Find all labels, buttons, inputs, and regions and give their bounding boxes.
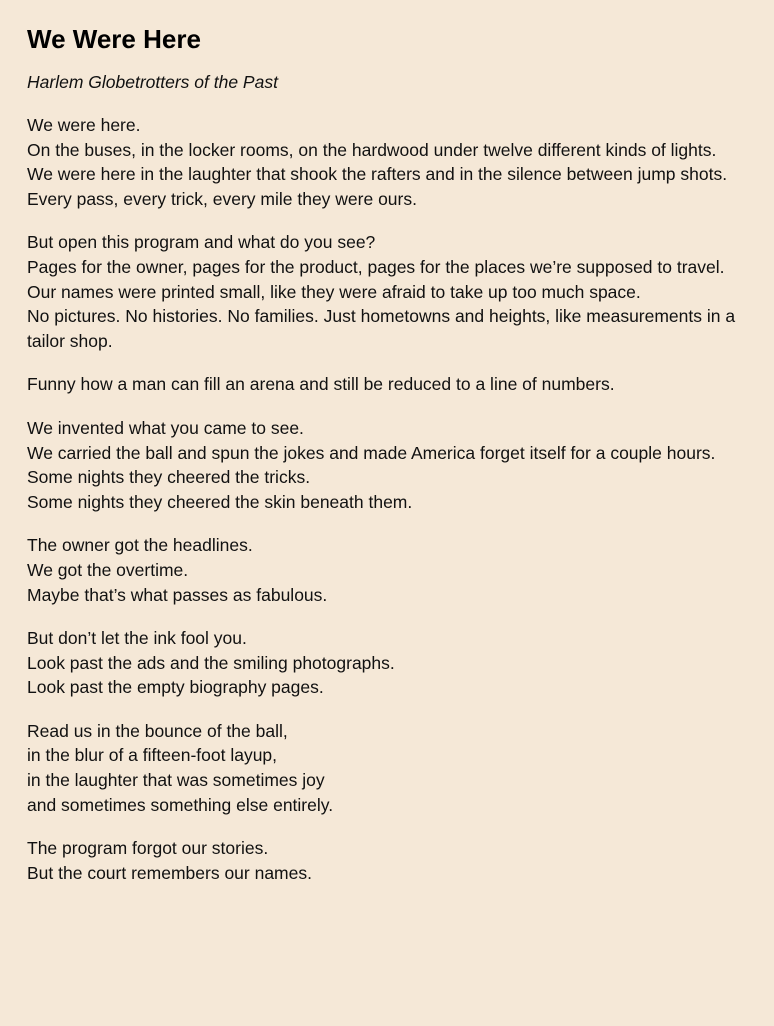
stanza xyxy=(27,533,747,607)
poem-line: Some nights they cheered the skin beneath them. xyxy=(27,491,413,512)
poem-line: We got the overtime. xyxy=(27,559,189,580)
stanza xyxy=(27,113,747,211)
poem-line: Funny how a man can fill an arena and still be reduced to a line of numbers. xyxy=(27,374,615,395)
poem-line: But don’t let the ink fool you. xyxy=(27,628,247,649)
poem-line: We invented what you came to see. xyxy=(27,417,304,438)
stanza xyxy=(27,416,747,514)
poem-line: in the blur of a fifteen-foot layup, xyxy=(27,745,278,766)
poem-line: We were here. xyxy=(27,115,141,135)
poem-title: We Were Here xyxy=(27,24,201,54)
poem-line: Our names were printed small, like they were afraid to take up too much space. xyxy=(27,281,641,302)
poem-line: The program forgot our stories. xyxy=(27,838,269,859)
poem-line: The owner got the headlines. xyxy=(27,535,253,556)
poem-body xyxy=(27,113,747,885)
poem-line: Look past the empty biography pages. xyxy=(27,677,324,698)
poem-line: Maybe that’s what passes as fabulous. xyxy=(27,584,328,605)
stanza xyxy=(27,719,747,817)
stanza xyxy=(27,836,747,885)
stanza xyxy=(27,626,747,700)
poem-line: in the laughter that was sometimes joy xyxy=(27,770,325,791)
poem-line: But the court remembers our names. xyxy=(27,862,312,883)
poem-line: Read us in the bounce of the ball, xyxy=(27,720,288,741)
poem-line: We carried the ball and spun the jokes and made America forget itself for a couple hours. xyxy=(27,442,716,463)
stanza xyxy=(27,372,747,397)
poem-line: No pictures. No histories. No families. Just hometowns and heights, like measurements in a tailor shop. xyxy=(27,306,736,351)
stanza xyxy=(27,230,747,353)
poem-line: But open this program and what do you see? xyxy=(27,232,376,253)
poem-line: Look past the ads and the smiling photographs. xyxy=(27,652,395,673)
poem-line: Pages for the owner, pages for the product, pages for the places we’re supposed to travel. xyxy=(27,256,725,277)
poem-line: and sometimes something else entirely. xyxy=(27,794,334,815)
poem-line: Every pass, every trick, every mile they were ours. xyxy=(27,188,417,209)
poem-line: We were here in the laughter that shook the rafters and in the silence between jump shots. xyxy=(27,164,728,185)
poem-line: On the buses, in the locker rooms, on the hardwood under twelve different kinds of lights. xyxy=(27,139,717,160)
poem-subtitle: Harlem Globetrotters of the Past xyxy=(27,72,278,92)
poem-line: Some nights they cheered the tricks. xyxy=(27,467,311,488)
